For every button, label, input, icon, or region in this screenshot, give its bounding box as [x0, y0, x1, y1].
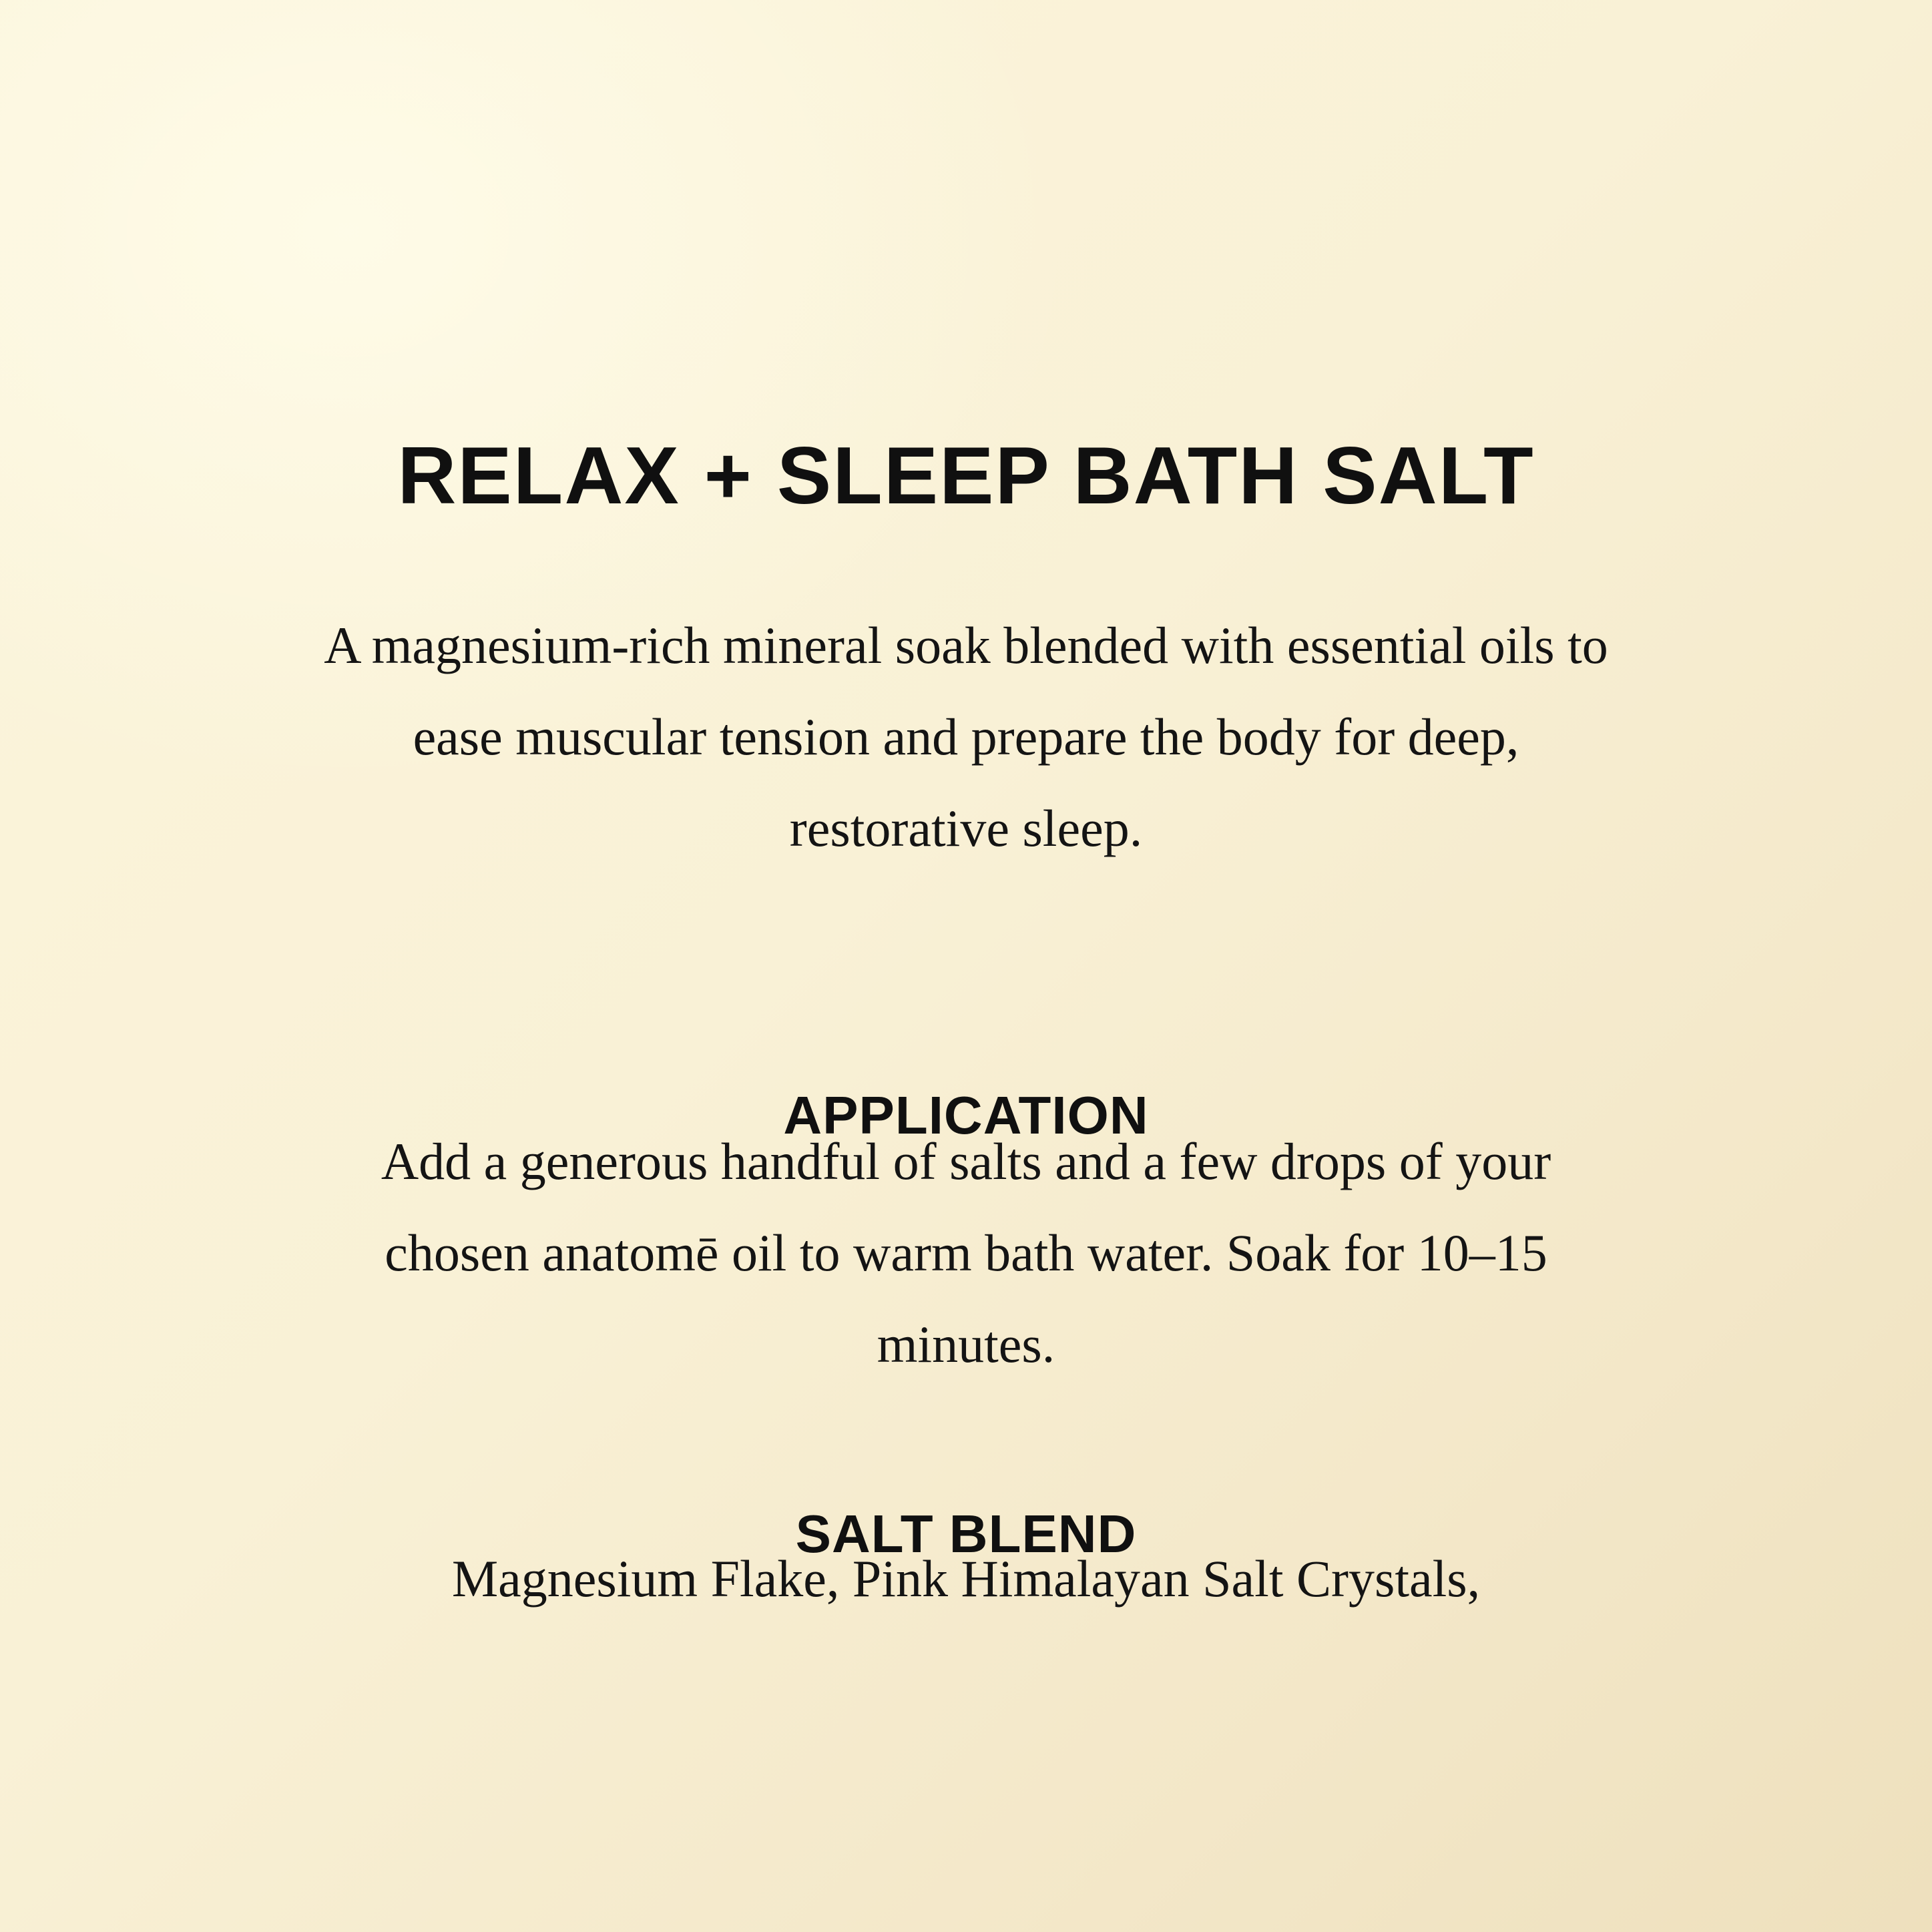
application-line: minutes. — [877, 1315, 1055, 1373]
salt-blend-heading: SALT BLEND — [795, 1504, 1137, 1564]
description-line: restorative sleep. — [789, 799, 1143, 857]
application-line: Add a generous handful of salts and a few drops of your — [381, 1132, 1551, 1190]
salt-blend-line: Magnesium Flake, Pink Himalayan Salt Crystals, — [451, 1549, 1481, 1608]
salt-blend-ingredients — [0, 1533, 1932, 1624]
application-instructions — [0, 1116, 1932, 1390]
description-line: ease muscular tension and prepare the body for deep, — [413, 708, 1519, 766]
application-heading: APPLICATION — [783, 1085, 1149, 1146]
description-line: A magnesium-rich mineral soak blended with essential oils to — [324, 616, 1608, 674]
product-description — [0, 599, 1932, 874]
product-title: RELAX + SLEEP BATH SALT — [397, 429, 1535, 521]
application-line: chosen anatomē oil to warm bath water. Soak for 10–15 — [385, 1224, 1547, 1282]
